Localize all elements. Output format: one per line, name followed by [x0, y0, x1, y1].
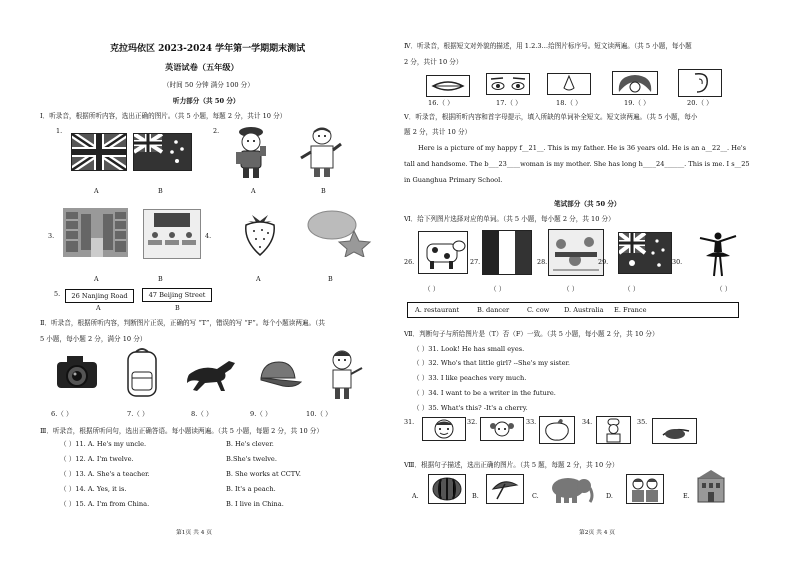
q6-option-c: C. cow [527, 306, 550, 314]
q1-b-5: B [175, 304, 180, 312]
q7-item-33[interactable]: （ ）33. I like peaches very much. [413, 374, 527, 382]
q3-item-12-b: B.She's twelve. [226, 455, 277, 463]
watermelon-icon [428, 474, 466, 504]
q3-item-11-b: B. He's clever. [226, 440, 274, 448]
nose-icon [547, 73, 591, 95]
q5-passage-line-2: tall and handsome. The b___23____woman is my mother. She has long h____24______. This is me. I s__25 [404, 160, 750, 168]
face-small-eyes-icon [422, 417, 466, 441]
q8-letter-d: D. [606, 492, 613, 500]
footer-left: 第1页 共 4 页 [176, 530, 213, 536]
q2-instruction-2: 5 小题，每小题 2 分，满分 10 分） [40, 335, 147, 343]
q6-num-27: 27. [470, 258, 481, 266]
q4-item-17[interactable]: 17.（ ） [496, 99, 522, 107]
q4-instruction-1: Ⅳ．听录音，根据短文对外貌的描述，用 1.2.3…给图片标序号。短文读两遍。（共 5 小题，每小题 [404, 42, 692, 50]
cherry-icon [652, 418, 697, 444]
strawberry-icon [240, 209, 280, 259]
q7-num-32: 32. [467, 418, 478, 426]
q6-blank-26[interactable]: （ ） [424, 285, 440, 293]
little-girl-icon [480, 417, 524, 441]
australia-flag-icon [618, 232, 672, 274]
q1-a-2: A [251, 187, 256, 195]
q5-passage-line-3: in Guanghua Primary School. [404, 176, 503, 184]
people-icon [626, 474, 664, 504]
q7-num-35: 35. [637, 418, 648, 426]
q7-item-34[interactable]: （ ）34. I want to be a writer in the future. [413, 389, 556, 397]
q6-option-d: D. Australia [564, 306, 604, 314]
starfruit-icon [306, 205, 376, 257]
q3-item-15[interactable]: （ ）15. A. I'm from China. [60, 500, 150, 508]
q7-instruction: Ⅶ．判断句子与所给图片是（T）否（F）一致。（共 5 小题，每小题 2 分，共 10 分） [404, 330, 659, 338]
q3-item-14-b: B. It's a peach. [226, 485, 276, 493]
q8-letter-e: E. [683, 492, 690, 500]
q8-letter-b: B. [472, 492, 479, 500]
q2-item-7[interactable]: 7.（ ） [127, 410, 149, 418]
q3-item-13[interactable]: （ ）13. A. She's a teacher. [60, 470, 150, 478]
library-photo-icon [63, 208, 128, 257]
q6-num-28: 28. [537, 258, 548, 266]
q7-num-34: 34. [582, 418, 593, 426]
restaurant-icon [548, 229, 604, 276]
q5-instruction-2: 题 2 分，共计 10 分） [404, 128, 472, 136]
ballet-dancer-icon [698, 230, 738, 278]
q6-blank-30[interactable]: （ ） [716, 285, 732, 293]
cap-icon [255, 358, 303, 392]
q1-num-3: 3. [48, 232, 55, 240]
q1-a-4: A [256, 275, 261, 283]
exam-subtitle: 英语试卷（五年级） [165, 62, 239, 72]
q3-instruction: Ⅲ．听录音，根据所听问句，选出正确答语。每小题读两遍。（共 5 小题，每题 2 分，共 10 分） [40, 427, 323, 435]
teacher-icon [322, 348, 364, 400]
listening-part-heading: 听力部分（共 50 分） [173, 97, 240, 105]
q1-a-5: A [96, 304, 101, 312]
q1-b-3: B [158, 275, 163, 283]
q7-item-31[interactable]: （ ）31. Look! He has small eyes. [413, 345, 525, 353]
classroom-icon [143, 209, 201, 259]
cow-icon [418, 231, 468, 274]
footer-right: 第2页 共 4 页 [579, 530, 616, 536]
q6-num-29: 29. [598, 258, 609, 266]
q2-item-10[interactable]: 10.（ ） [306, 410, 332, 418]
q6-option-a: A. restaurant [415, 306, 460, 314]
cook-icon [596, 416, 631, 444]
q1-instruction: Ⅰ．听录音，根据所听内容，选出正确的图片。（共 5 小题，每题 2 分，共计 10 分） [40, 112, 287, 120]
q4-item-20[interactable]: 20.（ ） [687, 99, 713, 107]
q2-instruction-1: Ⅱ．听录音，根据所听内容，判断图片正误，正确的写 “T”，错误的写 “F”。每个小题读两遍。（共 [40, 319, 325, 327]
q3-item-15-b: B. I live in China. [226, 500, 284, 508]
building-icon [694, 468, 728, 504]
q4-instruction-2: 2 分，共计 10 分） [404, 58, 463, 66]
doctor-icon [297, 126, 347, 178]
hair-icon [612, 71, 658, 95]
q4-item-16[interactable]: 16.（ ） [428, 99, 454, 107]
umbrella-icon [486, 474, 524, 504]
lips-icon [426, 75, 470, 97]
q7-item-35[interactable]: （ ）35. What's this? -It's a cherry. [413, 404, 528, 412]
q3-item-13-b: B. She works at CCTV. [226, 470, 301, 478]
new-zealand-flag-icon [133, 133, 192, 171]
q6-num-26: 26. [404, 258, 415, 266]
q1-num-4: 4. [205, 232, 212, 240]
q1-num-5: 5. [54, 290, 61, 298]
q1-b-1: B [158, 187, 163, 195]
horse-icon [185, 355, 240, 393]
q3-item-12[interactable]: （ ）12. A. I'm twelve. [60, 455, 134, 463]
q7-num-31: 31. [404, 418, 415, 426]
address-a-label: 26 Nanjing Road [65, 289, 134, 303]
q6-num-30: 30. [672, 258, 683, 266]
q7-item-32[interactable]: （ ）32. Who's that little girl? --She's my sister. [413, 359, 571, 367]
ear-icon [678, 69, 722, 97]
police-officer-icon [226, 124, 276, 180]
q6-option-b: B. dancer [477, 306, 510, 314]
q1-b-2: B [321, 187, 326, 195]
q4-item-19[interactable]: 19.（ ） [624, 99, 650, 107]
backpack-icon [120, 346, 165, 399]
q5-passage-line-1: Here is a picture of my happy f__21__. This is my father. He is 36 years old. He is an a__22__. He's [418, 144, 747, 152]
q1-b-4: B [328, 275, 333, 283]
q1-a-1: A [94, 187, 99, 195]
eyes-icon [486, 73, 530, 95]
writing-part-heading: 笔试部分（共 50 分） [554, 200, 621, 208]
q1-num-2: 2. [213, 127, 220, 135]
address-b-label: 47 Beijing Street [142, 288, 212, 302]
q3-item-14[interactable]: （ ）14. A. Yes, it is. [60, 485, 127, 493]
q1-a-3: A [94, 275, 99, 283]
q8-instruction: Ⅷ．根据句子描述，选出正确的图片。（共 5 题，每题 2 分，共 10 分） [404, 461, 619, 469]
q6-option-e: E. France [614, 306, 647, 314]
elephant-icon [546, 476, 596, 504]
q1-num-1: 1. [56, 127, 63, 135]
time-score: （时间 50 分钟 满分 100 分） [163, 81, 254, 89]
q5-instruction-1: Ⅴ．听录音，根据所听内容和首字母提示，填入所缺的单词补全短文。短文读两遍。（共 5 小题，每小 [404, 113, 698, 121]
q8-letter-c: C. [532, 492, 539, 500]
peach-icon [539, 416, 575, 444]
q2-item-8[interactable]: 8.（ ） [191, 410, 213, 418]
france-flag-icon [482, 230, 532, 275]
exam-title: 克拉玛依区 2023-2024 学年第一学期期末测试 [110, 44, 306, 54]
q8-letter-a: A. [412, 492, 419, 500]
q6-options-box [407, 302, 739, 318]
q4-item-18[interactable]: 18.（ ） [556, 99, 582, 107]
q6-blank-27[interactable]: （ ） [490, 285, 506, 293]
uk-flag-icon [71, 133, 127, 171]
camera-icon [55, 350, 99, 394]
q6-instruction: Ⅵ．给下列图片选择对应的单词。（共 5 小题，每小题 2 分，共 10 分） [404, 215, 615, 223]
q7-num-33: 33. [526, 418, 537, 426]
q3-item-11[interactable]: （ ）11. A. He's my uncle. [60, 440, 147, 448]
q6-blank-29[interactable]: （ ） [624, 285, 640, 293]
q2-item-6[interactable]: 6.（ ） [51, 410, 73, 418]
q6-blank-28[interactable]: （ ） [563, 285, 579, 293]
q2-item-9[interactable]: 9.（ ） [250, 410, 272, 418]
